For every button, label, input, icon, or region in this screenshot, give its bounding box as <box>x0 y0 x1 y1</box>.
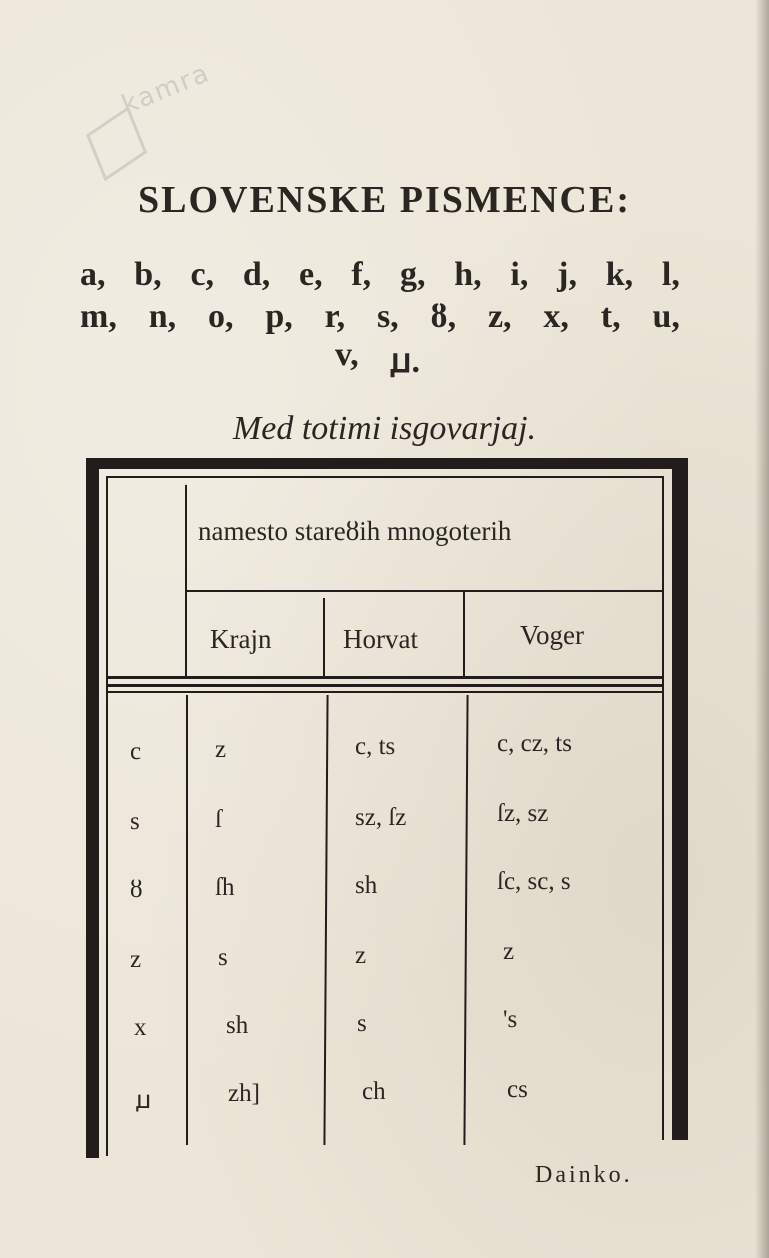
alphabet-letter: h, <box>454 256 482 293</box>
table-subtitle: Med totimi isgovarjaj. <box>232 410 537 447</box>
row-horvat: sh <box>355 872 378 899</box>
row-letter: ȣ <box>130 876 143 903</box>
alphabet-letter: b, <box>134 256 162 293</box>
frame-border-right <box>672 458 688 1140</box>
rule-vertical-krajn-head <box>323 598 325 676</box>
frame-inner-left <box>106 476 108 1156</box>
alphabet-letter: v, <box>335 336 359 373</box>
row-krajn: ſh <box>215 874 235 901</box>
alphabet-line-3 <box>335 336 420 382</box>
row-voger: ſc, sc, s <box>497 868 571 895</box>
watermark-text: kamra <box>117 58 215 121</box>
row-horvat: s <box>357 1010 367 1037</box>
row-krajn: zh] <box>228 1080 260 1107</box>
row-voger: z <box>503 938 515 965</box>
alphabet-letter: l, <box>661 256 680 293</box>
alphabet-letter: m, <box>80 298 117 335</box>
row-voger: 's <box>503 1006 518 1033</box>
alphabet-line-2 <box>80 298 680 336</box>
rule-double-2 <box>108 684 664 687</box>
column-header-horvat: Horvat <box>343 624 418 654</box>
row-krajn: ſ <box>215 806 222 833</box>
row-letter: c <box>130 738 142 765</box>
alphabet-letter: g, <box>399 256 426 293</box>
row-krajn: z <box>215 736 227 763</box>
row-horvat: ch <box>362 1078 386 1105</box>
frame-border-left <box>86 458 99 1158</box>
column-header-voger: Voger <box>520 620 584 650</box>
frame-inner-right <box>662 476 664 1140</box>
alphabet-letter: ȣ, <box>430 298 457 335</box>
alphabet-letter: e, <box>299 256 323 293</box>
alphabet-letter: ꙡ. <box>390 343 420 380</box>
watermark-cube-icon <box>86 106 147 181</box>
row-krajn: s <box>218 944 228 971</box>
alphabet-letter: s, <box>376 298 399 335</box>
alphabet-letter: c, <box>190 256 215 293</box>
author-signature: Dainko. <box>535 1162 633 1188</box>
alphabet-letter: r, <box>324 298 346 335</box>
table-frame <box>86 458 684 1148</box>
alphabet-letter: n, <box>148 298 177 335</box>
rule-double-1 <box>108 676 664 679</box>
alphabet-letter: d, <box>242 256 271 293</box>
alphabet-letter: f, <box>351 256 372 293</box>
page-title: SLOVENSKE PISMENCE: <box>137 179 632 221</box>
row-letter: ꙡ <box>136 1087 152 1114</box>
row-horvat: z <box>355 942 367 969</box>
frame-inner-top <box>106 476 664 478</box>
rule-double-3 <box>108 691 664 693</box>
row-voger: cs <box>507 1076 528 1103</box>
rule-vertical-horvat-head <box>463 592 465 676</box>
alphabet-letter: o, <box>207 298 234 335</box>
row-letter: x <box>134 1014 147 1041</box>
row-krajn: sh <box>226 1012 249 1039</box>
rule-vertical-letter-col <box>185 485 187 677</box>
alphabet-letter: u, <box>652 298 680 335</box>
alphabet-letter: a, <box>80 256 106 293</box>
column-header-krajn: Krajn <box>210 624 272 654</box>
alphabet-letter: t, <box>600 298 621 335</box>
row-horvat: c, ts <box>355 733 396 760</box>
rule-horizontal-subheader <box>186 590 662 592</box>
row-letter: z <box>130 946 142 973</box>
row-letter: s <box>130 808 140 835</box>
rule-vertical-letter-col-body <box>186 695 188 1145</box>
alphabet-letter: p, <box>265 298 293 335</box>
alphabet-letter: k, <box>605 256 634 293</box>
alphabet-letter: j, <box>557 256 577 293</box>
alphabet-letter: x, <box>543 298 569 335</box>
row-horvat: sz, ſz <box>355 804 407 831</box>
row-voger: c, cz, ts <box>497 730 572 757</box>
group-header: namesto stareȣih mnogoterih <box>198 516 512 546</box>
frame-border-top <box>86 458 684 469</box>
alphabet-line-1 <box>80 256 680 294</box>
row-voger: ſz, sz <box>497 800 549 827</box>
alphabet-letter: i, <box>510 256 529 293</box>
alphabet-letter: z, <box>487 298 512 335</box>
